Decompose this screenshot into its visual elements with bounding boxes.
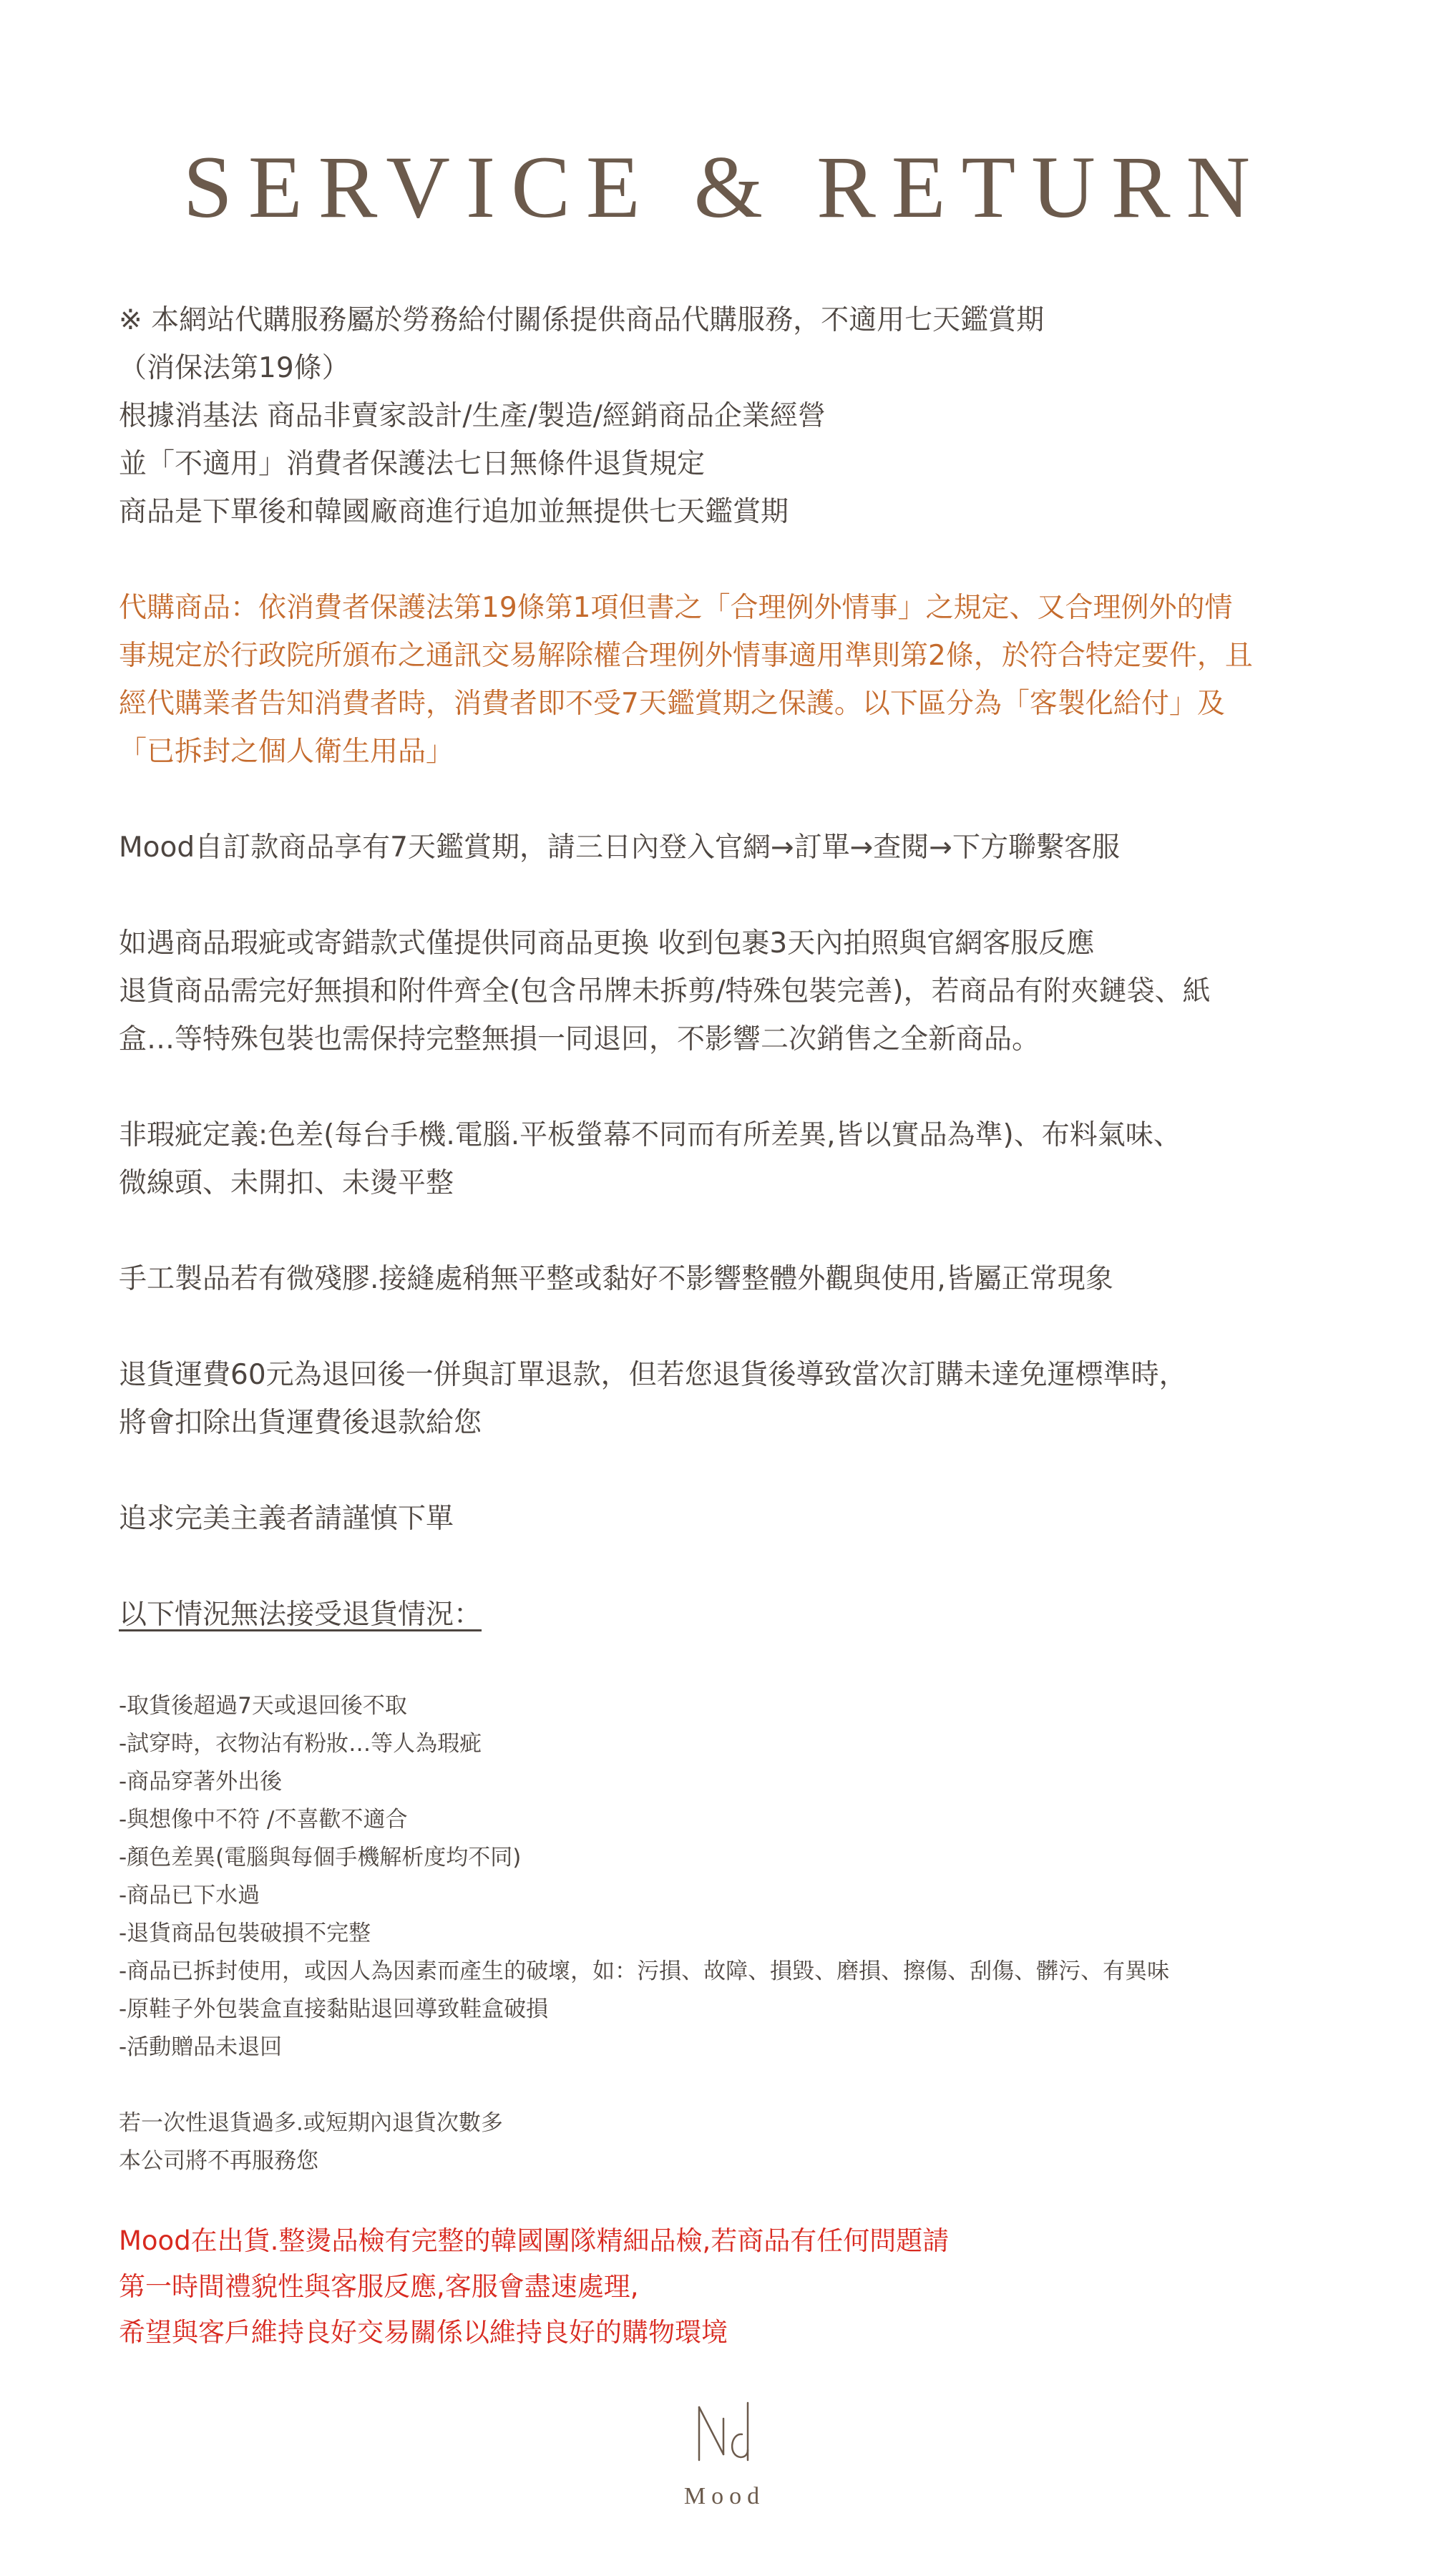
non-defect-paragraph xyxy=(119,1111,1428,1207)
list-item: -商品已拆封使用，或因人為因素而產生的破壞，如：污損、故障、損毀、磨損、擦傷、刮傷、髒污、有異味 xyxy=(119,1958,1170,1984)
closing-line: 第一時間禮貌性與客服反應,客服會盡速處理, xyxy=(119,2271,639,2302)
defect-policy-line: 如遇商品瑕疵或寄錯款式僅提供同商品更換 收到包裹3天內拍照與官網客服反應 xyxy=(119,927,1095,960)
notice-paragraph xyxy=(119,296,1428,536)
list-item: -與想像中不符 /不喜歡不適合 xyxy=(119,1807,408,1833)
list-item: -退貨商品包裝破損不完整 xyxy=(119,1921,371,1946)
non-defect-line: 微線頭、未開扣、未燙平整 xyxy=(119,1167,454,1199)
not-accepted-heading: 以下情況無法接受退貨情況： xyxy=(119,1599,482,1631)
mood-policy-line: Mood自訂款商品享有7天鑑賞期，請三日內登入官網→訂單→查閱→下方聯繫客服 xyxy=(119,831,1120,864)
legal-line: 事規定於行政院所頒布之通訊交易解除權合理例外情事適用準則第2條，於符合特定要件，且 xyxy=(119,640,1253,672)
list-item: -商品穿著外出後 xyxy=(119,1769,283,1795)
closing-line: Mood在出貨.整燙品檢有完整的韓國團隊精細品檢,若商品有任何問題請 xyxy=(119,2225,950,2256)
handmade-paragraph xyxy=(119,1255,1428,1303)
non-defect-line: 非瑕疵定義:色差(每台手機.電腦.平板螢幕不同而有所差異,皆以實品為準)、布料氣味、 xyxy=(119,1119,1181,1151)
excess-returns-paragraph xyxy=(119,2104,1428,2180)
excess-returns-line: 本公司將不再服務您 xyxy=(119,2148,318,2174)
handmade-line: 手工製品若有微殘膠.接縫處稍無平整或黏好不影響整體外觀與使用,皆屬正常現象 xyxy=(119,1263,1113,1295)
md-monogram-icon xyxy=(689,2397,761,2466)
notice-line: 並「不適用」消費者保護法七日無條件退貨規定 xyxy=(119,448,706,480)
defect-policy-paragraph xyxy=(119,919,1428,1063)
notice-line: 根據消基法 商品非賣家設計/生產/製造/經銷商品企業經營 xyxy=(119,400,826,432)
shipping-paragraph xyxy=(119,1351,1428,1447)
list-item: -顏色差異(電腦與每個手機解析度均不同) xyxy=(119,1845,522,1870)
list-item: -商品已下水過 xyxy=(119,1883,260,1908)
policy-content xyxy=(119,296,1428,2356)
shipping-line: 將會扣除出貨運費後退款給您 xyxy=(119,1407,482,1439)
notice-line: ※ 本網站代購服務屬於勞務給付關係提供商品代購服務，不適用七天鑑賞期 xyxy=(119,304,1045,336)
notice-line: 商品是下單後和韓國廠商進行追加並無提供七天鑑賞期 xyxy=(119,496,789,528)
notice-line: （消保法第19條） xyxy=(119,352,350,384)
mood-policy-paragraph xyxy=(119,824,1428,872)
excess-returns-line: 若一次性退貨過多.或短期內退貨次數多 xyxy=(119,2110,503,2136)
closing-paragraph xyxy=(119,2218,1428,2356)
defect-policy-line: 退貨商品需完好無損和附件齊全(包含吊牌未拆剪/特殊包裝完善)，若商品有附夾鏈袋、紙 xyxy=(119,975,1211,1008)
legal-line: 「已拆封之個人衛生用品」 xyxy=(119,736,454,768)
list-item: -原鞋子外包裝盒直接黏貼退回導致鞋盒破損 xyxy=(119,1996,549,2022)
legal-line: 代購商品：依消費者保護法第19條第1項但書之「合理例外情事」之規定、又合理例外的情 xyxy=(119,592,1233,624)
defect-policy-line: 盒…等特殊包裝也需保持完整無損一同退回，不影響二次銷售之全新商品。 xyxy=(119,1023,1040,1055)
list-item: -活動贈品未退回 xyxy=(119,2034,283,2060)
shipping-line: 退貨運費60元為退回後一併與訂單退款，但若您退貨後導致當次訂購未達免運標準時， xyxy=(119,1359,1187,1391)
logo-wordmark: Mood xyxy=(683,2483,766,2509)
perfectionist-paragraph xyxy=(119,1495,1428,1543)
not-accepted-list xyxy=(119,1687,1428,2067)
perfectionist-line: 追求完美主義者請謹慎下單 xyxy=(119,1503,454,1535)
mood-logo xyxy=(0,2397,1449,2510)
closing-line: 希望與客戶維持良好交易關係以維持良好的購物環境 xyxy=(119,2317,728,2348)
list-item: -試穿時，衣物沾有粉妝…等人為瑕疵 xyxy=(119,1731,482,1757)
page-title: SERVICE & RETURN xyxy=(182,138,1267,236)
legal-paragraph xyxy=(119,584,1428,776)
legal-line: 經代購業者告知消費者時，消費者即不受7天鑑賞期之保護。以下區分為「客製化給付」及 xyxy=(119,688,1225,720)
list-item: -取貨後超過7天或退回後不取 xyxy=(119,1693,407,1719)
